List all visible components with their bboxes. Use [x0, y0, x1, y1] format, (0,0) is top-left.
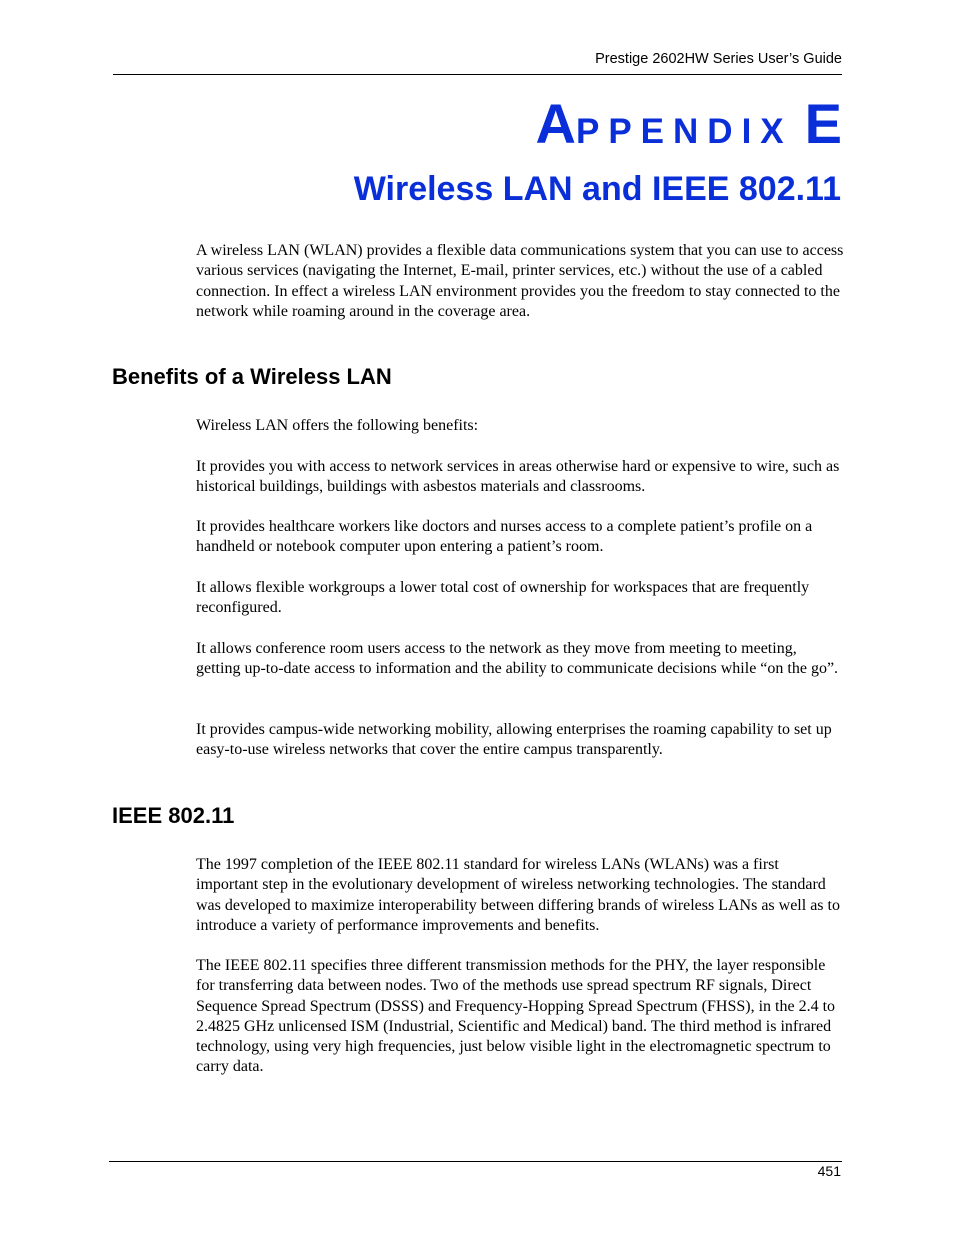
- chapter-title: Wireless LAN and IEEE 802.11: [353, 170, 841, 208]
- benefits-heading: Benefits of a Wireless LAN: [112, 364, 392, 389]
- appendix-heading: [535, 92, 842, 155]
- benefits-paragraph: It provides healthcare workers like doctors and nurses access to a complete patient’s profile on a handheld or notebook computer upon entering a patient’s room.: [196, 518, 813, 556]
- appendix-initial-letter: A: [535, 92, 576, 155]
- ieee-paragraph: The 1997 completion of the IEEE 802.11 standard for wireless LANs (WLANs) was a first important step in the evolutionary development of wireless networking technologies. The standard was developed to maximize interoperability between differing brands of wireless LANs as well as to introduce a variety of performance improvements and benefits.: [196, 856, 840, 934]
- page-number: 451: [817, 1163, 841, 1179]
- benefits-paragraph: It allows flexible workgroups a lower total cost of ownership for workspaces that are frequently reconfigured.: [196, 579, 810, 617]
- benefits-paragraph: It allows conference room users access to the network as they move from meeting to meeting, getting up-to-date access to information and the ability to communicate decisions while “on the go”.: [196, 640, 839, 678]
- benefits-paragraph: It provides campus-wide networking mobility, allowing enterprises the roaming capability to set up easy-to-use wireless networks that cover the entire campus transparently.: [196, 721, 832, 759]
- intro-paragraph: A wireless LAN (WLAN) provides a flexible data communications system that you can use to access various services (navigating the Internet, E-mail, printer services, etc.) without the use of a cabled connection. In effect a wireless LAN environment provides you the freedom to stay connected to the network while roaming around in the coverage area.: [196, 242, 844, 320]
- appendix-small-caps: PPENDIX: [575, 112, 793, 151]
- ieee-paragraph: The IEEE 802.11 specifies three different transmission methods for the PHY, the layer responsible for transferring data between nodes. Two of the methods use spread spectrum RF signals, Direct Sequence Spread Spectrum (DSSS) and Frequency-Hopping Spread Spectrum (FHSS), in the 2.4 to 2.4825 GHz unlicensed ISM (Industrial, Scientific and Medical) band. The third method is infrared technology, using very high frequencies, just below visible light in the electromagnetic spectrum to carry data.: [196, 957, 836, 1076]
- appendix-letter: E: [804, 92, 842, 155]
- footer-divider: [109, 1161, 842, 1162]
- benefits-paragraph: Wireless LAN offers the following benefits:: [196, 417, 479, 434]
- header-divider: [113, 74, 842, 75]
- benefits-paragraph: It provides you with access to network services in areas otherwise hard or expensive to wire, such as historical buildings, buildings with asbestos materials and classrooms.: [196, 458, 840, 496]
- ieee-heading: IEEE 802.11: [112, 803, 235, 828]
- running-header-title: Prestige 2602HW Series User’s Guide: [595, 51, 842, 67]
